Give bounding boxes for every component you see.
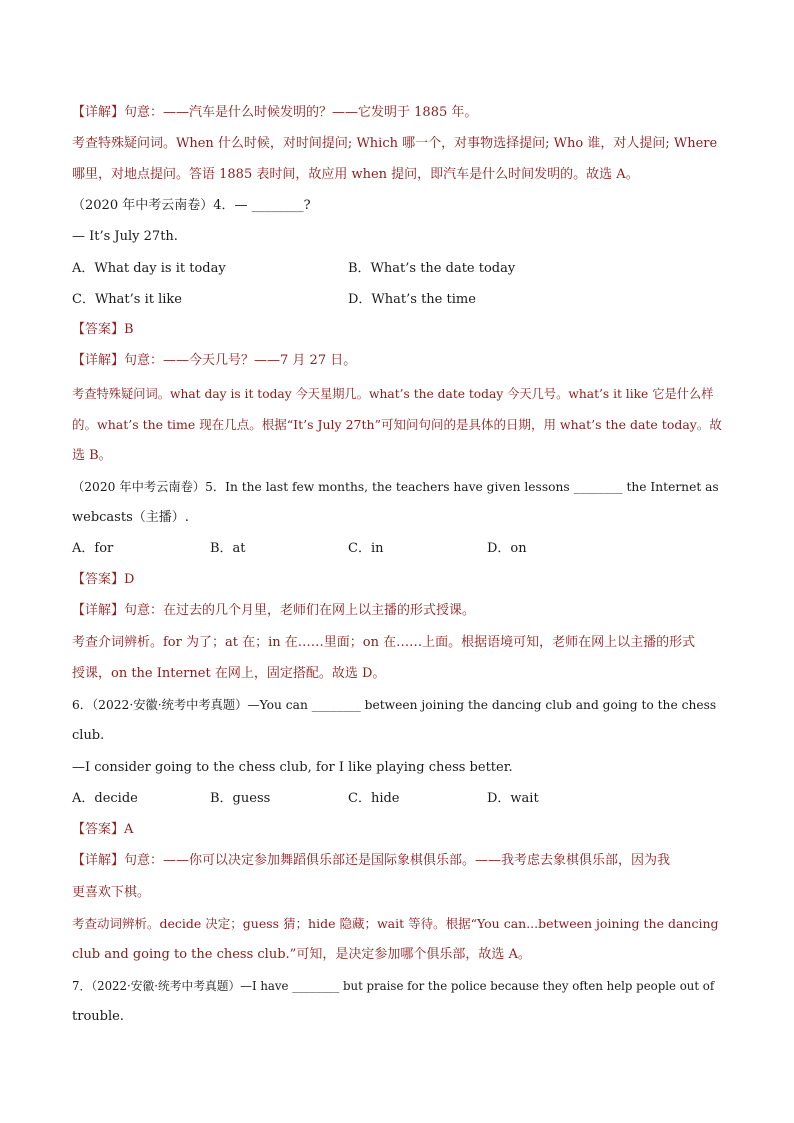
q4-answer: 【答案】B xyxy=(72,322,134,337)
q5-option-c: C．in xyxy=(348,541,384,556)
q4-option-c: C．What’s it like xyxy=(72,292,182,307)
q5-option-d: D．on xyxy=(487,541,527,556)
q4-stem: （2020 年中考云南卷）4．— ________? xyxy=(72,198,311,213)
q3-detail-line-1: 【详解】句意：——汽车是什么时候发明的？——它发明于 1885 年。 xyxy=(72,105,478,120)
q7-stem-line-1: 7．（2022·安徽·统考中考真题）—I have ________ but praise for the police because they often help people out of xyxy=(72,979,715,993)
q6-stem-line-2: club. xyxy=(72,728,105,743)
q4-option-a: A．What day is it today xyxy=(72,261,226,276)
q6-detail-line-1: 【详解】句意：——你可以决定参加舞蹈俱乐部还是国际象棋俱乐部。——我考虑去象棋俱乐部，因为我 xyxy=(72,853,671,868)
q5-detail-line-1: 【详解】句意：在过去的几个月里，老师们在网上以主播的形式授课。 xyxy=(72,603,476,618)
q6-option-c: C．hide xyxy=(348,791,400,806)
q5-detail-line-3: 授课，on the Internet 在网上，固定搭配。故选 D。 xyxy=(72,666,386,681)
q4-option-b: B．What’s the date today xyxy=(348,261,516,276)
q4-detail-line-4: 选 B。 xyxy=(72,448,112,463)
q3-detail-line-2: 考查特殊疑问词。When 什么时候，对时间提问; Which 哪一个，对事物选择提问; Who 谁，对人提问; Where xyxy=(72,136,718,151)
q6-option-b: B．guess xyxy=(210,791,271,806)
q6-detail-line-2: 更喜欢下棋。 xyxy=(72,885,151,900)
q4-detail-line-3: 的。what’s the time 现在几点。根据“It’s July 27th”可知问句问的是具体的日期，用 what’s the date today。故 xyxy=(72,417,722,432)
q3-detail-line-3: 哪里，对地点提问。答语 1885 表时间，故应用 when 提问，即汽车是什么时间发明的。故选 A。 xyxy=(72,167,639,182)
q5-option-a: A．for xyxy=(72,541,114,556)
q6-detail-line-4: club and going to the chess club.”可知，是决定参加哪个俱乐部，故选 A。 xyxy=(72,947,531,962)
q5-answer: 【答案】D xyxy=(72,572,135,587)
q6-reply: —I consider going to the chess club, for I like playing chess better. xyxy=(72,760,513,775)
q6-option-d: D．wait xyxy=(487,791,539,806)
q7-stem-line-2: trouble. xyxy=(72,1009,124,1024)
q6-detail-line-3: 考查动词辨析。decide 决定；guess 猜；hide 隐藏；wait 等待。根据“You can...between joining the dancing xyxy=(72,916,719,931)
q4-reply: — It’s July 27th. xyxy=(72,229,178,244)
q5-option-b: B．at xyxy=(210,541,246,556)
q4-detail-line-1: 【详解】句意：——今天几号？——7 月 27 日。 xyxy=(72,353,357,368)
q5-detail-line-2: 考查介词辨析。for 为了；at 在；in 在……里面；on 在……上面。根据语境可知，老师在网上以主播的形式 xyxy=(72,635,696,650)
q6-option-a: A．decide xyxy=(72,791,138,806)
q4-detail-line-2: 考查特殊疑问词。what day is it today 今天星期几。what’s the date today 今天几号。what’s it like 它是什么样 xyxy=(72,387,714,401)
q4-option-d: D．What’s the time xyxy=(348,292,476,307)
q6-answer: 【答案】A xyxy=(72,822,134,837)
q5-stem-line-1: （2020 年中考云南卷）5．In the last few months, the teachers have given lessons ________ the Internet as xyxy=(72,480,719,494)
q5-stem-line-2: webcasts（主播）. xyxy=(72,510,189,525)
q6-stem-line-1: 6．（2022·安徽·统考中考真题）—You can ________ between joining the dancing club and going to the chess xyxy=(72,698,717,712)
